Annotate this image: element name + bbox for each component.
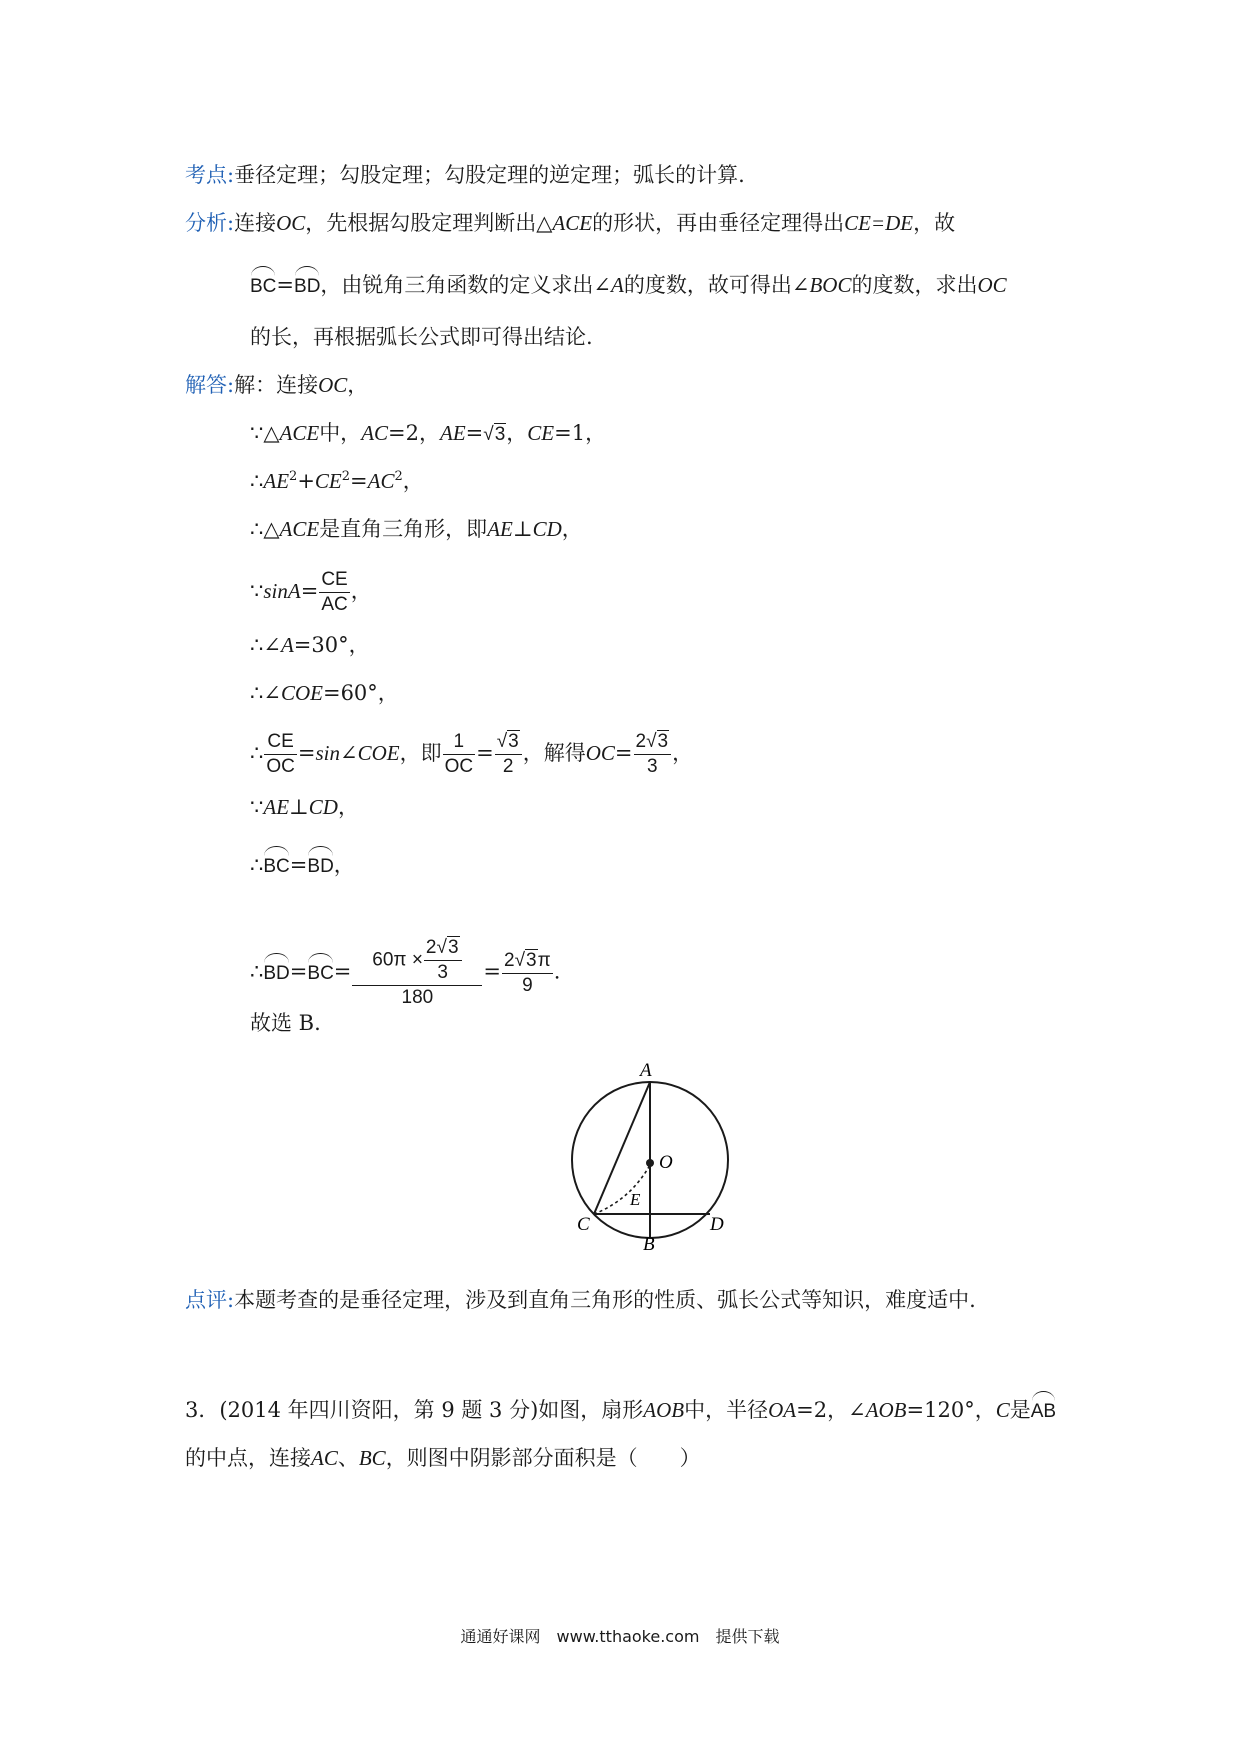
denominator: 3 xyxy=(437,962,448,983)
text: 中， xyxy=(319,421,362,445)
math-ac: AC xyxy=(311,1446,338,1470)
solution-label: 解答: xyxy=(185,373,235,397)
label-c: C xyxy=(577,1214,590,1235)
text: = xyxy=(297,741,316,765)
radicand: 3 xyxy=(494,424,506,445)
comment-line xyxy=(185,1285,976,1315)
arc-ab: AB xyxy=(1031,1393,1056,1427)
text: ， xyxy=(333,853,355,877)
text: 是直角三角形，即 xyxy=(319,517,488,541)
arc-bc: BC xyxy=(263,848,289,882)
text: ∴ xyxy=(250,853,264,877)
text: ， xyxy=(347,373,369,397)
text: =2，∠ xyxy=(796,1398,866,1422)
kaodian-text: 垂径定理；勾股定理；勾股定理的逆定理；弧长的计算. xyxy=(234,163,745,187)
text: 中，半径 xyxy=(684,1398,769,1422)
math-aob: AOB xyxy=(865,1398,907,1422)
denominator: OC xyxy=(266,756,295,777)
text: 的中点，连接 xyxy=(185,1446,311,1470)
sqrt-3: √3 xyxy=(483,424,506,445)
fraction-ce-oc xyxy=(264,730,297,779)
text: ∵△ xyxy=(250,421,280,445)
text: ∴ xyxy=(250,741,264,765)
arc-bd: BD xyxy=(263,955,289,989)
text: ， xyxy=(337,795,359,819)
denominator: 3 xyxy=(647,756,658,777)
text: ， xyxy=(350,579,372,603)
solution-line-8 xyxy=(250,792,359,822)
numerator-term: 60π × xyxy=(372,949,423,971)
math-ae: AE xyxy=(263,795,290,819)
solution-line-5 xyxy=(250,630,370,660)
text: ，由锐角三角函数的定义求出∠ xyxy=(320,273,612,297)
text: ∵ xyxy=(250,795,264,819)
arc-bd: BD xyxy=(294,268,320,302)
solution-line-4 xyxy=(250,568,372,617)
math-ae: AE xyxy=(487,517,513,541)
math-c: C xyxy=(995,1398,1010,1422)
exponent: 2 xyxy=(289,469,298,484)
text: ⊥ xyxy=(512,517,533,541)
answer-line: 故选 B. xyxy=(250,1011,321,1035)
math-ce-de: CE=DE xyxy=(844,211,914,235)
text: ∴△ xyxy=(250,517,280,541)
text: =2， xyxy=(388,421,440,445)
arc-bd: BD xyxy=(307,848,333,882)
math-ce: CE xyxy=(314,469,342,493)
text: = xyxy=(289,853,308,877)
text: ，则图中阴影部分面积是（ ） xyxy=(385,1446,701,1470)
denominator: 180 xyxy=(401,987,434,1008)
math-ae: AE xyxy=(263,469,290,493)
text: 、 xyxy=(337,1446,359,1470)
solution-line-2 xyxy=(250,466,424,496)
numerator: 1 xyxy=(443,730,476,755)
text: ∴ xyxy=(250,469,264,493)
analysis-line-3: 的长，再根据弧长公式即可得出结论. xyxy=(250,325,593,349)
text: = xyxy=(465,421,484,445)
label-e: E xyxy=(630,1190,641,1209)
text: =1， xyxy=(554,421,607,445)
exponent: 2 xyxy=(394,469,403,484)
math-sin-coe: sin∠COE xyxy=(315,741,400,765)
math-coe: COE xyxy=(280,681,323,705)
math-bc: BC xyxy=(358,1446,386,1470)
numerator: 2√3 xyxy=(634,730,672,755)
dashed-oc xyxy=(594,1165,650,1214)
text: ， xyxy=(402,469,424,493)
denominator: AC xyxy=(321,594,348,615)
solution-line-6 xyxy=(250,678,399,708)
center-point xyxy=(646,1159,654,1167)
math-sina: sinA xyxy=(263,579,301,603)
text: ，即 xyxy=(399,741,442,765)
label-a: A xyxy=(640,1060,652,1081)
coefficient: 2 xyxy=(425,937,437,958)
math-ac: AC xyxy=(361,421,389,445)
kaodian-label: 考点: xyxy=(185,163,235,187)
label-d: D xyxy=(710,1214,724,1235)
text: + xyxy=(297,469,315,493)
text: 3．(2014 年四川资阳，第 9 题 3 分)如图，扇形 xyxy=(185,1398,644,1422)
text: 解：连接 xyxy=(234,373,319,397)
solution-line-1 xyxy=(250,418,606,450)
text: ， xyxy=(561,517,583,541)
math-cd: CD xyxy=(308,795,338,819)
numerator: 2√3 xyxy=(424,936,462,961)
text: =60°， xyxy=(322,681,399,705)
text: ∴∠ xyxy=(250,633,281,657)
text: =120°， xyxy=(906,1398,996,1422)
comment-label: 点评: xyxy=(185,1288,235,1312)
text: 的度数，求出 xyxy=(851,273,978,297)
text: 的形状，再由垂径定理得出 xyxy=(592,211,845,235)
coefficient: 2 xyxy=(504,949,515,971)
math-oc: OC xyxy=(585,741,615,765)
fraction-2sqrt3-3 xyxy=(424,936,462,985)
text: ，先根据勾股定理判断出△ xyxy=(305,211,553,235)
fraction-arc-length xyxy=(352,936,482,1010)
analysis-label: 分析: xyxy=(185,211,235,235)
math-oc: OC xyxy=(318,373,348,397)
text: = xyxy=(614,741,633,765)
problem-3-line-2 xyxy=(185,1443,701,1473)
text: 连接 xyxy=(234,211,277,235)
geometry-figure xyxy=(560,1050,740,1250)
text: ， xyxy=(672,741,694,765)
solution-line-10 xyxy=(250,936,560,1010)
math-ac: AC xyxy=(367,469,395,493)
solution-line-3 xyxy=(250,514,583,544)
exponent: 2 xyxy=(341,469,351,484)
text: ∵ xyxy=(250,579,264,603)
text: = xyxy=(300,579,319,603)
text: ，解得 xyxy=(522,741,586,765)
numerator: 2√3π xyxy=(502,949,553,974)
text: ⊥ xyxy=(289,795,309,819)
math-oc: OC xyxy=(276,211,306,235)
numerator xyxy=(352,936,482,986)
text: ， xyxy=(506,421,528,445)
fraction-2sqrt3-3 xyxy=(634,730,672,779)
denominator: 9 xyxy=(522,974,533,996)
comment-text: 本题考查的是垂径定理，涉及到直角三角形的性质、弧长公式等知识，难度适中. xyxy=(234,1288,976,1312)
page-footer: 通通好课网 www.tthaoke.com 提供下载 xyxy=(460,1627,780,1646)
fraction-result xyxy=(502,949,553,998)
math-boc: BOC xyxy=(809,273,852,297)
text: 的度数，故可得出∠ xyxy=(623,273,810,297)
math-a: A xyxy=(280,633,294,657)
denominator: OC xyxy=(444,756,474,777)
text: ，故 xyxy=(913,211,956,235)
analysis-line-1 xyxy=(185,208,955,238)
math-ace: ACE xyxy=(279,421,320,445)
math-ace: ACE xyxy=(552,211,593,235)
chord-ac xyxy=(594,1082,650,1214)
solution-line-0 xyxy=(185,370,368,400)
math-ace: ACE xyxy=(279,517,320,541)
math-ae: AE xyxy=(440,421,466,445)
math-aob: AOB xyxy=(643,1398,685,1422)
problem-3-line-1 xyxy=(185,1393,1056,1427)
math-oa: OA xyxy=(768,1398,797,1422)
kaodian-line xyxy=(185,160,745,190)
analysis-line-2: BC=BD，由锐角三角函数的定义求出∠A的度数，故可得出∠BOC的度数，求出OC xyxy=(250,268,1007,302)
solution-line-7 xyxy=(250,730,693,779)
solution-line-9 xyxy=(250,848,355,882)
math-cd: CD xyxy=(532,517,562,541)
radicand: 3 xyxy=(508,731,519,752)
text: = xyxy=(333,959,352,984)
coefficient: 2 xyxy=(635,731,647,752)
text: = xyxy=(289,959,308,984)
fraction-ce-ac xyxy=(319,568,349,617)
numerator: CE xyxy=(319,568,349,593)
radicand: 3 xyxy=(657,731,669,752)
numerator: √3 xyxy=(495,730,522,755)
denominator: 2 xyxy=(502,756,514,777)
pi-symbol: π xyxy=(537,949,551,971)
text: ∴ xyxy=(250,959,264,984)
text: . xyxy=(553,959,561,984)
text: = xyxy=(476,741,494,765)
arc-bc: BC xyxy=(250,268,276,302)
arc-bc: BC xyxy=(307,955,333,989)
label-b: B xyxy=(643,1234,655,1250)
label-o: O xyxy=(659,1152,673,1173)
radicand: 3 xyxy=(526,949,537,971)
math-a: A xyxy=(611,273,624,297)
text: 是 xyxy=(1009,1398,1031,1422)
text: = xyxy=(483,959,502,984)
fraction-sqrt3-2 xyxy=(495,730,522,779)
math-ce: CE xyxy=(527,421,555,445)
text: =30°， xyxy=(293,633,370,657)
text: ∴∠ xyxy=(250,681,281,705)
fraction-1-oc xyxy=(443,730,476,779)
math-oc: OC xyxy=(977,273,1007,297)
text: = xyxy=(350,469,368,493)
radicand: 3 xyxy=(447,937,459,958)
numerator: CE xyxy=(264,730,297,755)
